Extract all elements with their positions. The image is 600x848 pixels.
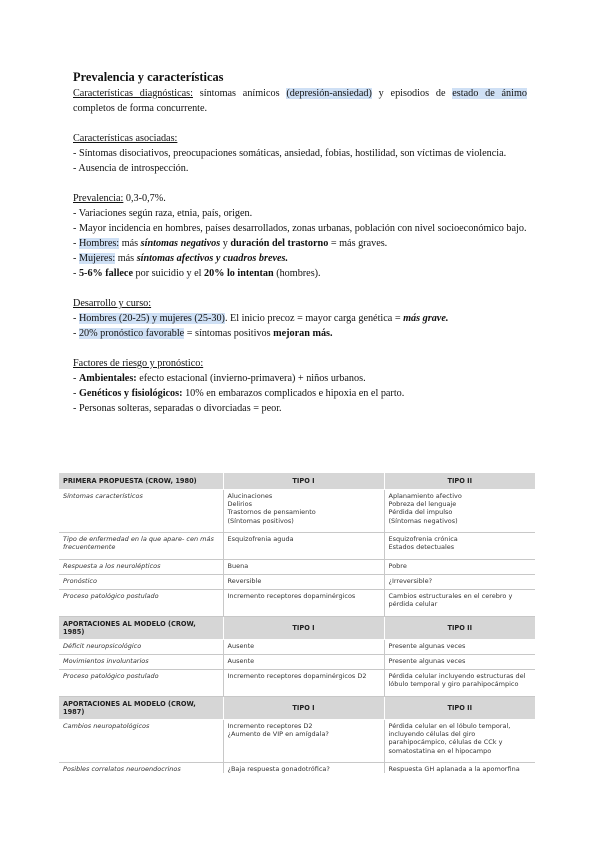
table-row: Síntomas característicos Alucinaciones Delirios Trastornos de pensamiento (Síntomas positivos) Aplanamiento afectivo Pobreza del lenguaje Pérdida del impulso (Síntomas negativos) [59,490,535,533]
table-section-header: PRIMERA PROPUESTA (CROW, 1980) TIPO I TIPO II [59,473,535,490]
prevalence-line-2: - Mayor incidencia en hombres, países desarrollados, zonas urbanas, población con nivel socioeconómico bajo. [73,223,527,234]
document-text [73,70,527,416]
table-row: Pronóstico Reversible ¿Irreversible? [59,575,535,590]
diagnostic-features: Características diagnósticas: síntomas anímicos (depresión-ansiedad) y episodios de estado de ánimo completos de forma concurrente. [73,88,528,114]
section-title: Prevalencia y características [73,70,224,84]
table-row: Respuesta a los neurolépticos Buena Pobre [59,560,535,575]
table-section-header: APORTACIONES AL MODELO (CROW, 1985) TIPO I TIPO II [59,617,535,640]
risk-line-3: - Personas solteras, separadas o divorciadas = peor. [73,403,282,414]
associated-features-heading: Características asociadas: [73,133,178,144]
table-row: Déficit neuropsicológico Ausente Presente algunas veces [59,640,535,655]
course-line-1: - Hombres (20-25) y mujeres (25-30). El inicio precoz = mayor carga genética = más grave. [73,313,449,324]
course-line-2: - 20% pronóstico favorable = síntomas positivos mejoran más. [73,328,333,339]
table-row: Posibles correlatos neuroendocrinos ¿Baja respuesta gonadotrófica? Respuesta GH aplanada a la apomorfina [59,763,535,774]
prevalence-line-3: - Hombres: más síntomas negativos y duración del trastorno = más graves. [73,238,388,249]
table-row: Cambios neuropatológicos Incremento receptores D2 ¿Aumento de VIP en amígdala? Pérdida celular en el lóbulo temporal, incluyendo células del giro parahipocámpico, células de CCk y somatostatina en el hipocampo [59,720,535,763]
crow-model-table [59,473,535,773]
course-heading: Desarrollo y curso: [73,298,152,309]
table-row: Proceso patológico postulado Incremento receptores dopaminérgicos D2 Pérdida celular incluyendo estructuras del lóbulo temporal y giro parahipocámpico [59,670,535,697]
prevalence-line-1: - Variaciones según raza, etnia, país, origen. [73,208,253,219]
prevalence-line-5: - 5-6% fallece por suicidio y el 20% lo intentan (hombres). [73,268,321,279]
associated-line-1: - Síntomas disociativos, preocupaciones somáticas, ansiedad, fobias, hostilidad, son víctimas de violencia. [73,148,507,159]
risk-line-1: - Ambientales: efecto estacional (invierno-primavera) + niños urbanos. [73,373,366,384]
table-row: Movimientos involuntarios Ausente Presente algunas veces [59,655,535,670]
prevalence-heading: Prevalencia: 0,3-0,7%. [73,193,166,204]
table-section-header: APORTACIONES AL MODELO (CROW, 1987) TIPO I TIPO II [59,697,535,720]
risk-heading: Factores de riesgo y pronóstico: [73,358,204,369]
prevalence-line-4: - Mujeres: más síntomas afectivos y cuadros breves. [73,253,289,264]
table-row: Tipo de enfermedad en la que apare- cen más frecuentemente Esquizofrenia aguda Esquizofrenia crónica Estados detectuales [59,533,535,560]
risk-line-2: - Genéticos y fisiológicos: 10% en embarazos complicados e hipoxia en el parto. [73,388,405,399]
associated-line-2: - Ausencia de introspección. [73,163,189,174]
table-row: Proceso patológico postulado Incremento receptores dopaminérgicos Cambios estructurales en el cerebro y pérdida celular [59,590,535,617]
